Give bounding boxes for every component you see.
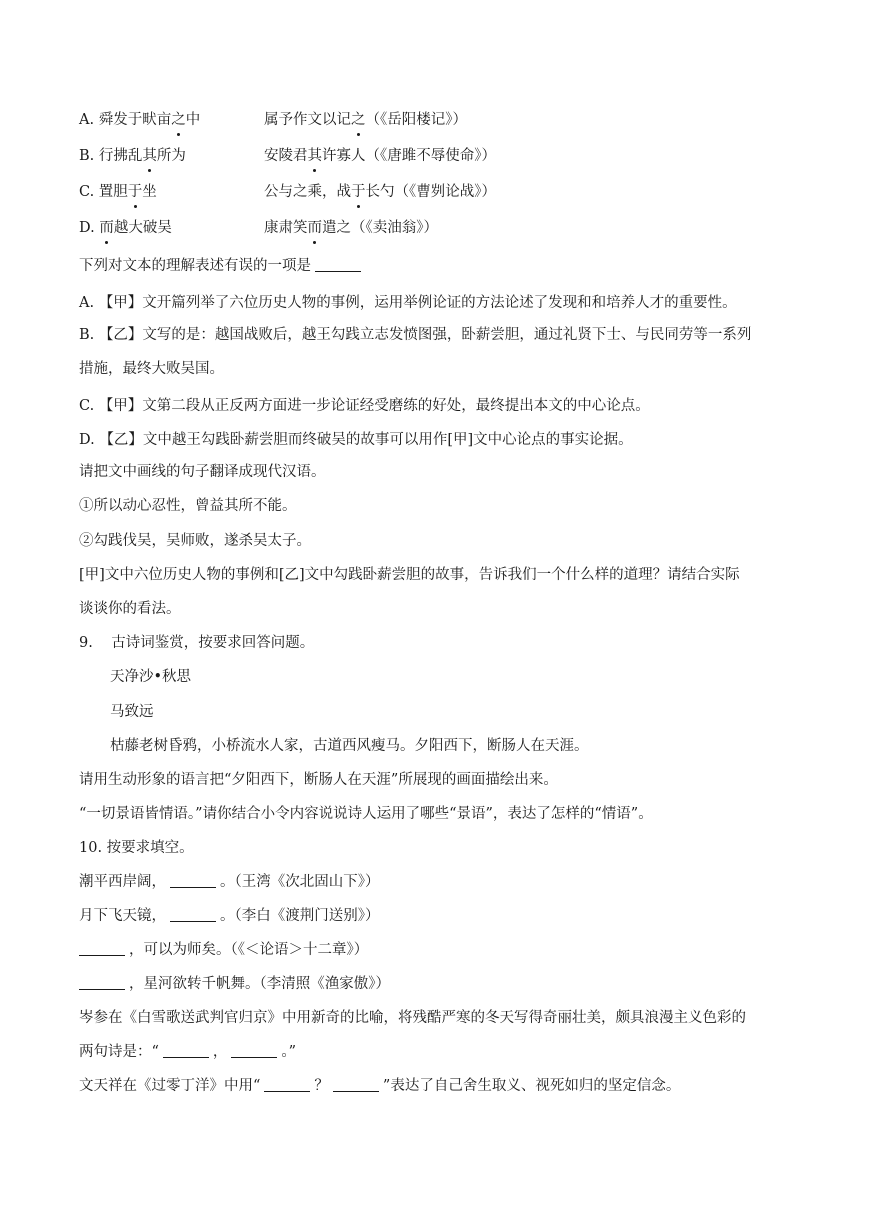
fill-blank-5b[interactable] — [231, 1043, 277, 1058]
poem-author: 马致远 — [110, 704, 154, 720]
understand-option-b: B. 【乙】文写的是：越国战败后，越王勾践立志发愤图强，卧薪尝胆，通过礼贤下士、与民同劳等一系列 — [79, 327, 752, 343]
reflect-line-2: 谈谈你的看法。 — [79, 601, 181, 617]
fill-3: ，可以为师矣。（《＜论语＞十二章》） — [79, 940, 368, 960]
option-a-left: A. 舜发于畎亩之中 — [79, 112, 201, 128]
fill-blank-5a[interactable] — [163, 1043, 209, 1058]
q10-number: 10. — [79, 840, 103, 856]
understand-option-c: C. 【甲】文第二段从正反两方面进一步论证经受磨练的好处，最终提出本文的中心论点。 — [79, 398, 650, 414]
fill-1: 潮平西岸阔， 。（王湾《次北固山下》） — [79, 874, 380, 890]
q9-stem: 古诗词鉴赏，按要求回答问题。 — [111, 635, 315, 651]
q9-heading — [79, 633, 314, 653]
q10-heading — [79, 838, 194, 858]
understand-option-b-cont: 措施，最终大败吴国。 — [79, 361, 224, 377]
answer-blank[interactable] — [315, 257, 361, 272]
fill-6: 文天祥在《过零丁洋》中用“ ？ ”表达了自己舍生取义、视死如归的坚定信念。 — [79, 1078, 681, 1094]
option-d-left: D. 而越大破吴 — [79, 220, 172, 236]
poem-text: 枯藤老树昏鸦，小桥流水人家，古道西风瘦马。夕阳西下，断肠人在天涯。 — [110, 738, 589, 754]
understand-option-a: A. 【甲】文开篇列举了六位历史人物的事例，运用举例论证的方法论述了发现和和培养人才的重要性。 — [79, 295, 737, 311]
understand-stem: 下列对文本的理解表述有误的一项是 — [79, 256, 365, 276]
fill-blank-6a[interactable] — [264, 1077, 310, 1092]
fill-4: ，星河欲转千帆舞。（李清照《渔家傲》） — [79, 974, 390, 994]
translate-sentence-2: ②勾践伐吴，吴师败，遂杀吴太子。 — [79, 533, 311, 549]
fill-blank-4[interactable] — [79, 975, 125, 990]
option-c-right: 公与之乘，战于长勺（《曹刿论战》） — [264, 184, 496, 200]
option-b-right: 安陵君其许寡人（《唐雎不辱使命》） — [264, 148, 496, 164]
fill-blank-3[interactable] — [79, 941, 125, 956]
fill-blank-1[interactable] — [170, 873, 216, 888]
q9-question-1: 请用生动形象的语言把“夕阳西下，断肠人在天涯”所展现的画面描绘出来。 — [79, 772, 558, 788]
option-a-right: 属予作文以记之（《岳阳楼记》） — [264, 112, 467, 128]
fill-5-line-1: 岑参在《白雪歌送武判官归京》中用新奇的比喻，将残酷严寒的冬天写得奇丽壮美，颇具浪漫主义色彩的 — [79, 1010, 746, 1026]
option-c-left: C. 置胆于坐 — [79, 184, 157, 200]
fill-blank-6b[interactable] — [333, 1077, 379, 1092]
understand-option-d: D. 【乙】文中越王勾践卧薪尝胆而终破吴的故事可以用作[甲]文中心论点的事实论据。 — [79, 432, 633, 448]
reflect-line-1: [甲]文中六位历史人物的事例和[乙]文中勾践卧薪尝胆的故事，告诉我们一个什么样的道理？请结合实际 — [79, 567, 740, 583]
fill-5-line-2: 两句诗是：“ ， 。” — [79, 1044, 297, 1060]
translate-stem: 请把文中画线的句子翻译成现代汉语。 — [79, 464, 326, 480]
poem-title: 天净沙•秋思 — [110, 669, 192, 685]
q9-question-2: “一切景语皆情语。”请你结合小令内容说说诗人运用了哪些“景语”，表达了怎样的“情语”。 — [79, 806, 653, 822]
translate-sentence-1: ①所以动心忍性，曾益其所不能。 — [79, 498, 297, 514]
option-b-left: B. 行拂乱其所为 — [79, 148, 186, 164]
q9-number: 9. — [79, 635, 93, 651]
fill-blank-2[interactable] — [170, 907, 216, 922]
q10-stem: 按要求填空。 — [106, 840, 194, 856]
fill-2: 月下飞天镜， 。（李白《渡荆门送别》） — [79, 908, 380, 924]
option-d-right: 康肃笑而遣之（《卖油翁》） — [264, 220, 438, 236]
